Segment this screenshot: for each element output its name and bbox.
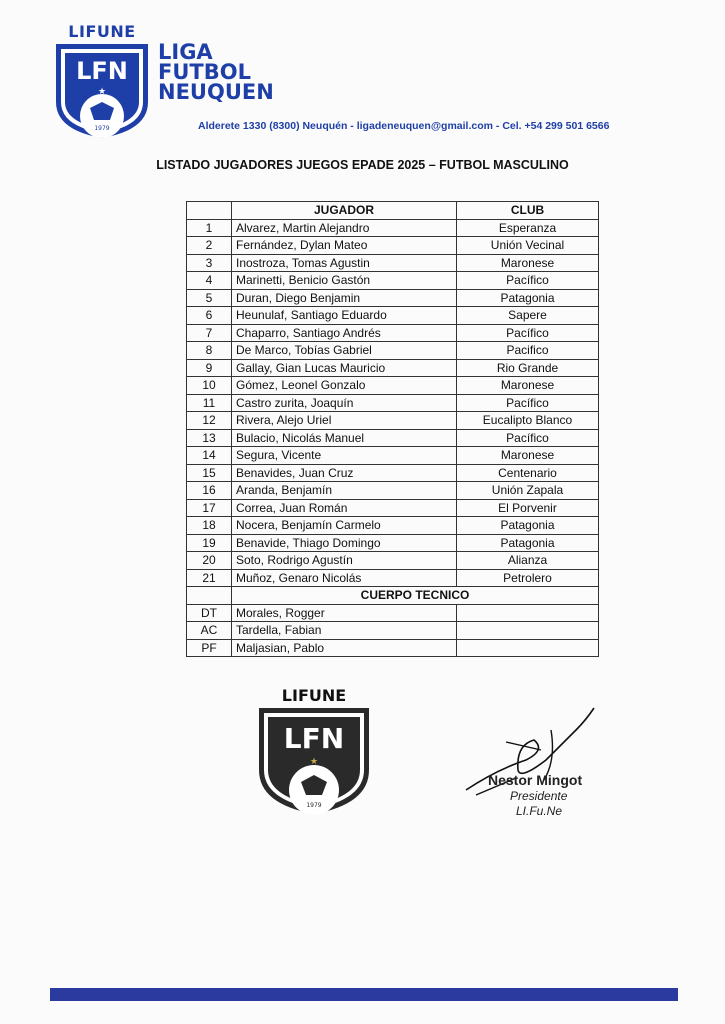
player-number: 12 <box>187 412 232 430</box>
table-row <box>187 289 599 307</box>
table-row <box>187 517 599 535</box>
brand-name <box>158 42 274 102</box>
logo-mark: LFN <box>76 57 128 85</box>
svg-text:★: ★ <box>309 756 319 766</box>
staff-row <box>187 604 599 622</box>
player-number: 9 <box>187 359 232 377</box>
player-name: Gómez, Leonel Gonzalo <box>232 377 457 395</box>
shield-logo-icon <box>52 22 152 140</box>
player-name: Marinetti, Benicio Gastón <box>232 272 457 290</box>
player-number: 11 <box>187 394 232 412</box>
player-number: 13 <box>187 429 232 447</box>
player-club: Petrolero <box>457 569 599 587</box>
player-club: Pacífico <box>457 272 599 290</box>
document-title: LISTADO JUGADORES JUEGOS EPADE 2025 – FUTBOL MASCULINO <box>156 158 569 172</box>
player-number: 16 <box>187 482 232 500</box>
bottom-bar <box>50 988 678 1001</box>
staff-row <box>187 622 599 640</box>
signature-title: Presidente <box>510 789 568 803</box>
player-name: Muñoz, Genaro Nicolás <box>232 569 457 587</box>
staff-role: PF <box>187 639 232 657</box>
player-name: Nocera, Benjamín Carmelo <box>232 517 457 535</box>
player-club: Sapere <box>457 307 599 325</box>
table-row <box>187 237 599 255</box>
player-name: Castro zurita, Joaquín <box>232 394 457 412</box>
player-club: Pacífico <box>457 324 599 342</box>
logo-top-text: LIFUNE <box>68 22 136 41</box>
header-club: CLUB <box>457 202 599 220</box>
player-club: Unión Vecinal <box>457 237 599 255</box>
footer-logo-mark: LFN <box>283 722 345 755</box>
staff-role: DT <box>187 604 232 622</box>
svg-text:★: ★ <box>97 86 107 96</box>
player-name: Alvarez, Martin Alejandro <box>232 219 457 237</box>
player-name: Chaparro, Santiago Andrés <box>232 324 457 342</box>
player-club: Pacifico <box>457 342 599 360</box>
player-number: 15 <box>187 464 232 482</box>
footer-logo-top-text: LIFUNE <box>281 686 347 705</box>
table-row <box>187 534 599 552</box>
staff-header-row <box>187 587 599 605</box>
table-row <box>187 272 599 290</box>
player-name: Rivera, Alejo Uriel <box>232 412 457 430</box>
table-row <box>187 447 599 465</box>
table-row <box>187 324 599 342</box>
table-row <box>187 482 599 500</box>
brand-line-1: LIGA <box>158 40 213 64</box>
player-roster-table <box>186 201 599 657</box>
table-row <box>187 254 599 272</box>
player-number: 19 <box>187 534 232 552</box>
player-number: 20 <box>187 552 232 570</box>
player-club: Rio Grande <box>457 359 599 377</box>
player-number: 7 <box>187 324 232 342</box>
player-club: Maronese <box>457 447 599 465</box>
header-logo <box>52 22 152 140</box>
table-row <box>187 429 599 447</box>
table-row <box>187 377 599 395</box>
brand-line-2: FUTBOL <box>158 60 251 84</box>
player-number: 14 <box>187 447 232 465</box>
player-name: Fernández, Dylan Mateo <box>232 237 457 255</box>
table-row <box>187 394 599 412</box>
player-name: Aranda, Benjamín <box>232 482 457 500</box>
player-name: Duran, Diego Benjamin <box>232 289 457 307</box>
staff-name: Maljasian, Pablo <box>232 639 457 657</box>
player-club: Maronese <box>457 254 599 272</box>
player-number: 5 <box>187 289 232 307</box>
table-row <box>187 552 599 570</box>
brand-line-3: NEUQUEN <box>158 80 274 104</box>
player-club: Alianza <box>457 552 599 570</box>
player-number: 3 <box>187 254 232 272</box>
player-name: Correa, Juan Román <box>232 499 457 517</box>
table-row <box>187 412 599 430</box>
contact-info: Alderete 1330 (8300) Neuquén - ligadeneuquen@gmail.com - Cel. +54 299 501 6566 <box>198 120 610 132</box>
player-club: Maronese <box>457 377 599 395</box>
player-club: Centenario <box>457 464 599 482</box>
player-number: 10 <box>187 377 232 395</box>
player-number: 6 <box>187 307 232 325</box>
footer-shield-icon <box>256 686 372 816</box>
table-row <box>187 359 599 377</box>
player-club: Pacífico <box>457 394 599 412</box>
table-row <box>187 342 599 360</box>
player-name: Soto, Rodrigo Agustín <box>232 552 457 570</box>
player-name: Heunulaf, Santiago Eduardo <box>232 307 457 325</box>
table-row <box>187 499 599 517</box>
player-number: 18 <box>187 517 232 535</box>
player-club: Pacífico <box>457 429 599 447</box>
table-row <box>187 307 599 325</box>
player-name: Benavides, Juan Cruz <box>232 464 457 482</box>
staff-name: Tardella, Fabian <box>232 622 457 640</box>
player-club: Eucalipto Blanco <box>457 412 599 430</box>
staff-row <box>187 639 599 657</box>
table-row <box>187 219 599 237</box>
player-number: 21 <box>187 569 232 587</box>
staff-role: AC <box>187 622 232 640</box>
header-player: JUGADOR <box>232 202 457 220</box>
player-club: Unión Zapala <box>457 482 599 500</box>
footer-logo-year: 1979 <box>306 802 322 809</box>
table-row <box>187 464 599 482</box>
table-header-row <box>187 202 599 220</box>
staff-name: Morales, Rogger <box>232 604 457 622</box>
logo-year: 1979 <box>94 125 110 132</box>
player-name: Benavide, Thiago Domingo <box>232 534 457 552</box>
player-name: Bulacio, Nicolás Manuel <box>232 429 457 447</box>
signature-name: Nestor Mingot <box>488 772 583 788</box>
player-club: Esperanza <box>457 219 599 237</box>
player-number: 2 <box>187 237 232 255</box>
staff-header: CUERPO TECNICO <box>232 587 599 605</box>
player-number: 1 <box>187 219 232 237</box>
player-number: 17 <box>187 499 232 517</box>
table-row <box>187 569 599 587</box>
player-number: 8 <box>187 342 232 360</box>
player-name: Inostroza, Tomas Agustin <box>232 254 457 272</box>
player-club: Patagonia <box>457 534 599 552</box>
signature-org: LI.Fu.Ne <box>516 804 563 818</box>
player-club: Patagonia <box>457 289 599 307</box>
player-name: Segura, Vicente <box>232 447 457 465</box>
player-name: Gallay, Gian Lucas Mauricio <box>232 359 457 377</box>
player-name: De Marco, Tobías Gabriel <box>232 342 457 360</box>
header-number <box>187 202 232 220</box>
footer-logo <box>256 686 372 816</box>
player-number: 4 <box>187 272 232 290</box>
player-club: El Porvenir <box>457 499 599 517</box>
player-club: Patagonia <box>457 517 599 535</box>
